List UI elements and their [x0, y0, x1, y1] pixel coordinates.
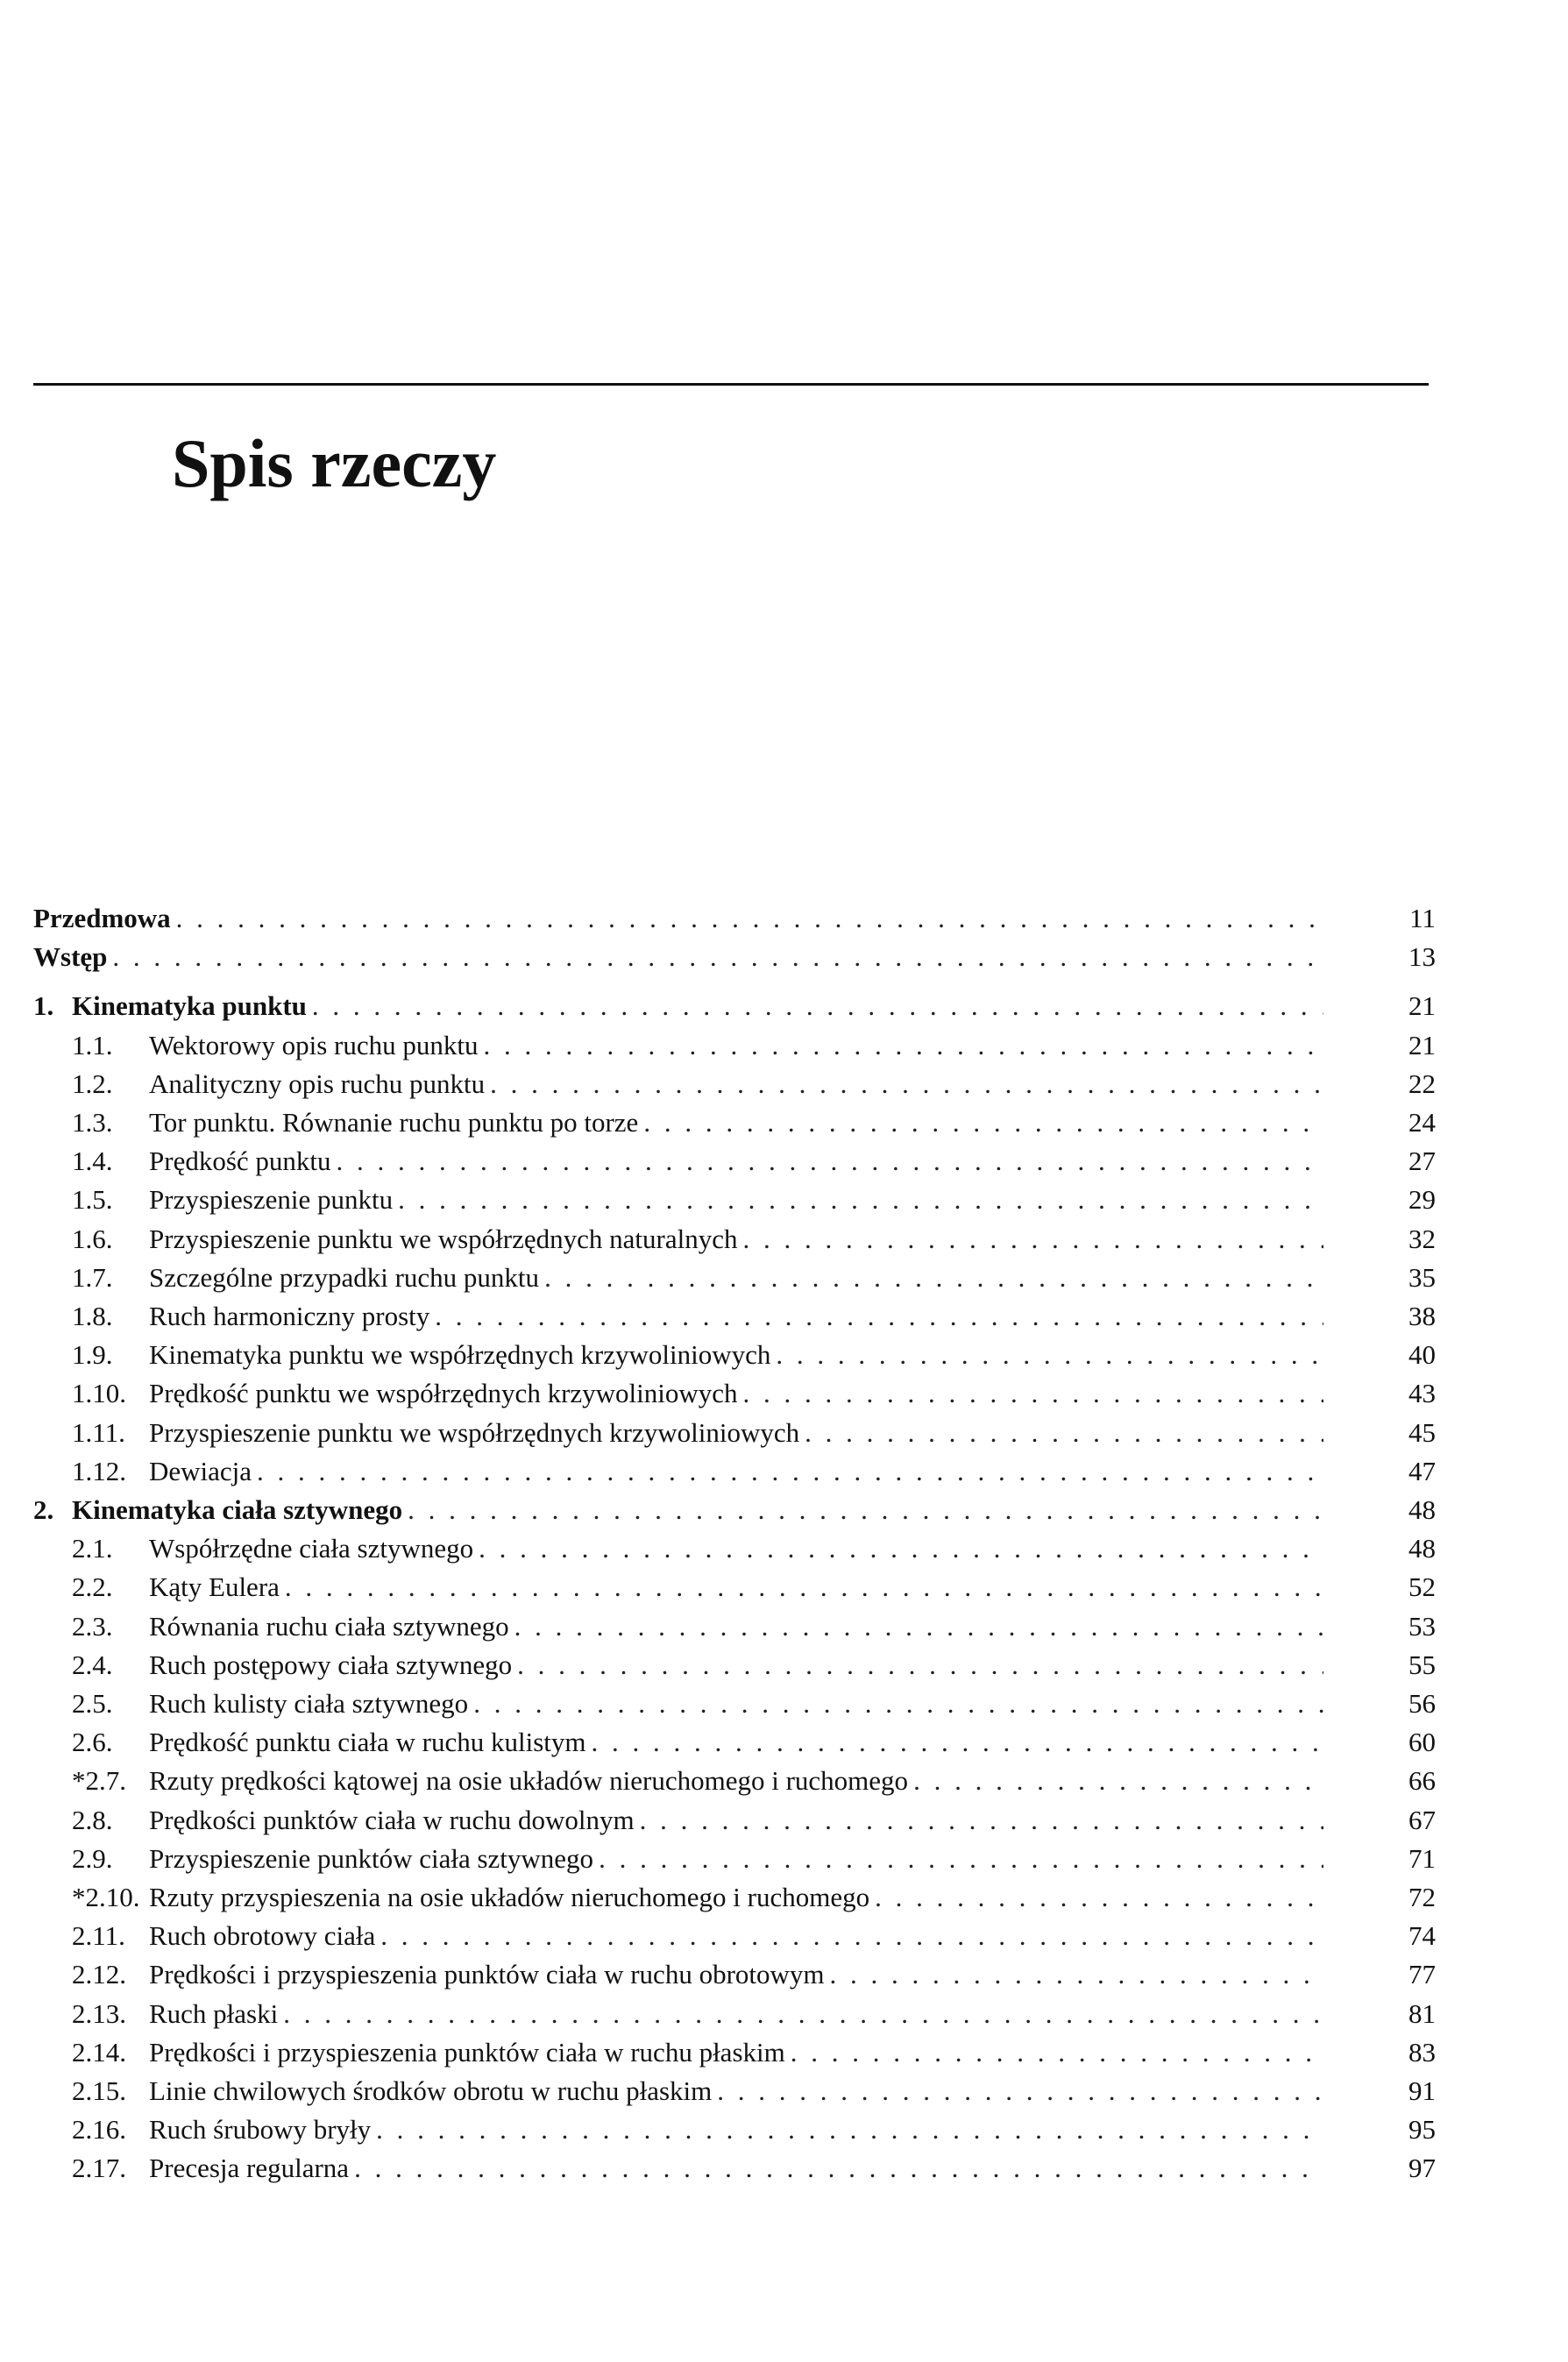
dot-leader — [717, 2072, 1323, 2110]
toc-chapter-row — [33, 1491, 1436, 1529]
dot-leader — [743, 1374, 1323, 1413]
toc-section-row — [33, 1801, 1436, 1840]
toc-page-number: 52 — [1408, 1571, 1436, 1602]
toc-entry-title-with-leader — [149, 1103, 1323, 1142]
toc-entry-title-with-leader — [149, 1878, 1323, 1917]
toc-entry-number: 2.6. — [72, 1727, 113, 1757]
toc-entry-number: 2.8. — [72, 1805, 113, 1835]
toc-entry-title: Kinematyka punktu — [72, 990, 307, 1021]
toc-entry-number: 1.7. — [72, 1262, 113, 1293]
toc-entry-title: Prędkości i przyspieszenia punktów ciała w ruchu obrotowym — [149, 1959, 825, 1990]
toc-page-number: 22 — [1408, 1068, 1436, 1099]
toc-page-number: 97 — [1408, 2153, 1436, 2183]
toc-page-number: 29 — [1408, 1184, 1436, 1215]
toc-entry-title: Prędkość punktu — [149, 1146, 331, 1176]
toc-entry-title-with-leader — [149, 1142, 1323, 1181]
toc-entry-title: Tor punktu. Równanie ruchu punktu po torze — [149, 1107, 639, 1138]
toc-entry-title-with-leader — [149, 1374, 1323, 1413]
toc-entry-title-with-leader — [149, 1297, 1323, 1336]
page-title: Spis rzeczy — [172, 425, 497, 501]
dot-leader — [285, 1568, 1323, 1607]
toc-section-row — [33, 1374, 1436, 1413]
toc-section-row — [33, 1026, 1436, 1065]
toc-entry-number: 1.8. — [72, 1301, 113, 1331]
toc-section-row — [33, 1685, 1436, 1723]
dot-leader — [592, 1723, 1324, 1762]
toc-entry-number: 1.12. — [72, 1456, 126, 1486]
header-rule — [33, 383, 1429, 386]
toc-page-number: 40 — [1408, 1339, 1436, 1370]
toc-section-row — [33, 1065, 1436, 1103]
dot-leader — [408, 1491, 1323, 1529]
toc-section-row — [33, 1529, 1436, 1568]
toc-entry-title: Prędkości i przyspieszenia punktów ciała w ruchu płaskim — [149, 2037, 785, 2068]
toc-section-row — [33, 1142, 1436, 1181]
toc-entry-title: Prędkości punktów ciała w ruchu dowolnym — [149, 1805, 635, 1835]
toc-entry-number: 1.11. — [72, 1417, 125, 1448]
toc-section-row — [33, 1723, 1436, 1762]
toc-entry-title: Analityczny opis ruchu punktu — [149, 1068, 486, 1099]
toc-section-row — [33, 1414, 1436, 1452]
toc-page-number: 74 — [1408, 1920, 1436, 1951]
toc-entry-title-with-leader — [149, 2033, 1323, 2072]
toc-entry-title-with-leader — [149, 1181, 1323, 1219]
dot-leader — [514, 1607, 1323, 1646]
toc-entry-number: *2.7. — [72, 1765, 126, 1796]
toc-entry-number: 2.3. — [72, 1611, 113, 1642]
toc-entry-title-with-leader — [149, 1801, 1323, 1840]
toc-entry-title-with-leader — [149, 1723, 1323, 1762]
toc-section-row — [33, 1607, 1436, 1646]
dot-leader — [337, 1142, 1323, 1181]
toc-page-number: 56 — [1408, 1688, 1436, 1719]
toc-entry-number: 2. — [33, 1494, 54, 1525]
toc-entry-title: Równania ruchu ciała sztywnego — [149, 1611, 509, 1642]
toc-entry-number: 1.9. — [72, 1339, 113, 1370]
toc-entry-title: Przyspieszenie punktów ciała sztywnego — [149, 1843, 594, 1874]
toc-section-row — [33, 1878, 1436, 1917]
toc-page-number: 43 — [1408, 1378, 1436, 1408]
toc-page-number: 35 — [1408, 1262, 1436, 1293]
toc-section-row — [33, 1452, 1436, 1491]
toc-entry-title: Precesja regularna — [149, 2153, 350, 2183]
dot-leader — [791, 2033, 1323, 2072]
toc-entry-title-with-leader — [149, 1995, 1323, 2033]
dot-leader — [473, 1685, 1323, 1723]
dot-leader — [176, 899, 1323, 938]
dot-leader — [875, 1878, 1323, 1917]
toc-entry-number: 2.9. — [72, 1843, 113, 1874]
dot-leader — [805, 1414, 1323, 1452]
toc-entry-title: Przyspieszenie punktu — [149, 1184, 394, 1215]
toc-chapter-row — [33, 987, 1436, 1025]
toc-section-row — [33, 1220, 1436, 1259]
toc-entry-title: Kinematyka ciała sztywnego — [72, 1494, 403, 1525]
toc-entry-title: Ruch harmoniczny prosty — [149, 1301, 430, 1331]
dot-leader — [544, 1259, 1323, 1297]
dot-leader — [643, 1103, 1323, 1142]
toc-page-number: 48 — [1408, 1533, 1436, 1564]
toc-section-row — [33, 1995, 1436, 2033]
dot-leader — [830, 1955, 1323, 1994]
toc-page-number: 27 — [1408, 1146, 1436, 1176]
toc-section-row — [33, 1568, 1436, 1607]
toc-entry-title: Współrzędne ciała sztywnego — [149, 1533, 474, 1564]
toc-entry-title: Wektorowy opis ruchu punktu — [149, 1030, 479, 1060]
toc-page-number: 83 — [1408, 2037, 1436, 2068]
toc-page-number: 60 — [1408, 1727, 1436, 1757]
toc-section-row — [33, 1762, 1436, 1800]
toc-page-number: 72 — [1408, 1882, 1436, 1912]
toc-page-number: 53 — [1408, 1611, 1436, 1642]
toc-section-row — [33, 1103, 1436, 1142]
dot-leader — [354, 2149, 1323, 2188]
toc-entry-title-with-leader — [149, 1762, 1323, 1800]
toc-entry-title-with-leader — [72, 987, 1323, 1025]
toc-page-number: 32 — [1408, 1224, 1436, 1254]
dot-leader — [776, 1336, 1323, 1374]
toc-entry-title-with-leader — [149, 1452, 1323, 1491]
toc-entry-title-with-leader — [149, 1955, 1323, 1994]
toc-entry-number: 1.3. — [72, 1107, 113, 1138]
toc-entry-title: Linie chwilowych środków obrotu w ruchu płaskim — [149, 2075, 713, 2106]
toc-page-number: 21 — [1408, 990, 1436, 1021]
dot-leader — [376, 2110, 1323, 2149]
toc-entry-title: Ruch płaski — [149, 1998, 279, 2029]
toc-page-number: 21 — [1408, 1030, 1436, 1060]
toc-entry-title-with-leader — [149, 1026, 1323, 1065]
toc-entry-title-with-leader — [149, 2072, 1323, 2110]
toc-entry-number: 2.1. — [72, 1533, 113, 1564]
toc-entry-number: 2.13. — [72, 1998, 126, 2029]
dot-leader — [490, 1065, 1323, 1103]
dot-leader — [257, 1452, 1323, 1491]
toc-chapter-row — [33, 938, 1436, 976]
toc-section-row — [33, 1955, 1436, 1994]
dot-leader — [640, 1801, 1323, 1840]
toc-entry-number: 1.5. — [72, 1184, 113, 1215]
toc-page-number: 13 — [1408, 941, 1436, 972]
toc-page-number: 81 — [1408, 1998, 1436, 2029]
toc-entry-title-with-leader — [149, 1220, 1323, 1259]
toc-entry-title-with-leader — [149, 1529, 1323, 1568]
toc-entry-title: Dewiacja — [149, 1456, 252, 1486]
toc-page-number: 95 — [1408, 2114, 1436, 2145]
toc-section-row — [33, 1840, 1436, 1878]
toc-entry-number: 2.2. — [72, 1571, 113, 1602]
toc-entry-title: Prędkość punktu ciała w ruchu kulistym — [149, 1727, 586, 1757]
toc-entry-title-with-leader — [149, 1568, 1323, 1607]
toc-entry-title: Rzuty prędkości kątowej na osie układów nieruchomego i ruchomego — [149, 1765, 909, 1796]
toc-entry-title-with-leader — [149, 1414, 1323, 1452]
toc-entry-title-with-leader — [149, 1685, 1323, 1723]
toc-section-row — [33, 1646, 1436, 1685]
toc-entry-number: 1.6. — [72, 1224, 113, 1254]
toc-entry-number: 1.1. — [72, 1030, 113, 1060]
toc-section-row — [33, 2072, 1436, 2110]
toc-page-number: 11 — [1409, 903, 1436, 933]
toc-section-row — [33, 2110, 1436, 2149]
toc-entry-number: 2.11. — [72, 1920, 125, 1951]
dot-leader — [479, 1529, 1323, 1568]
toc-section-row — [33, 1917, 1436, 1955]
dot-leader — [112, 938, 1323, 976]
toc-section-row — [33, 1181, 1436, 1219]
toc-entry-number: 1.4. — [72, 1146, 113, 1176]
toc-entry-number: 2.4. — [72, 1649, 113, 1680]
toc-entry-number: 1.2. — [72, 1068, 113, 1099]
toc-entry-number: 2.12. — [72, 1959, 126, 1990]
toc-section-row — [33, 1259, 1436, 1297]
toc-entry-title-with-leader — [149, 1065, 1323, 1103]
toc-entry-number: 2.16. — [72, 2114, 126, 2145]
toc-entry-title: Ruch śrubowy bryły — [149, 2114, 372, 2145]
toc-entry-title-with-leader — [149, 1917, 1323, 1955]
toc-entry-title: Ruch kulisty ciała sztywnego — [149, 1688, 469, 1719]
toc-section-row — [33, 1336, 1436, 1374]
toc-entry-number: 2.17. — [72, 2153, 126, 2183]
toc-entry-title: Prędkość punktu we współrzędnych krzywoliniowych — [149, 1378, 738, 1408]
toc-entry-title: Kąty Eulera — [149, 1571, 280, 1602]
toc-entry-title-with-leader — [33, 899, 1323, 938]
dot-leader — [283, 1995, 1323, 2033]
toc-entry-number: 1.10. — [72, 1378, 126, 1408]
dot-leader — [913, 1762, 1323, 1800]
dot-leader — [517, 1646, 1323, 1685]
toc-section-row — [33, 2149, 1436, 2188]
dot-leader — [742, 1220, 1323, 1259]
toc-entry-number: 2.14. — [72, 2037, 126, 2068]
toc-page-number: 47 — [1408, 1456, 1436, 1486]
toc-chapter-row — [33, 899, 1436, 938]
toc-entry-title-with-leader — [149, 1607, 1323, 1646]
toc-entry-number: 2.15. — [72, 2075, 126, 2106]
toc-entry-title: Wstęp — [33, 941, 108, 972]
toc-page-number: 66 — [1408, 1765, 1436, 1796]
toc-page-number: 24 — [1408, 1107, 1436, 1138]
toc-page-number: 38 — [1408, 1301, 1436, 1331]
toc-entry-title-with-leader — [149, 1840, 1323, 1878]
dot-leader — [599, 1840, 1323, 1878]
toc-entry-title-with-leader — [33, 938, 1323, 976]
toc-entry-title: Przedmowa — [33, 903, 171, 933]
toc-page-number: 45 — [1408, 1417, 1436, 1448]
toc-page-number: 67 — [1408, 1805, 1436, 1835]
toc-page-number: 48 — [1408, 1494, 1436, 1525]
toc-entry-number: 1. — [33, 990, 54, 1021]
toc-entry-title-with-leader — [149, 1259, 1323, 1297]
dot-leader — [483, 1026, 1323, 1065]
toc-section-row — [33, 2033, 1436, 2072]
toc-entry-number: 2.5. — [72, 1688, 113, 1719]
toc-entry-title-with-leader — [149, 2149, 1323, 2188]
toc-entry-number: *2.10. — [72, 1882, 140, 1912]
toc-entry-title-with-leader — [149, 2110, 1323, 2149]
toc-entry-title: Przyspieszenie punktu we współrzędnych naturalnych — [149, 1224, 738, 1254]
dot-leader — [398, 1181, 1323, 1219]
dot-leader — [312, 987, 1323, 1025]
toc-entry-title-with-leader — [149, 1646, 1323, 1685]
toc-page-number: 77 — [1408, 1959, 1436, 1990]
toc-page-number: 71 — [1408, 1843, 1436, 1874]
toc-entry-title-with-leader — [72, 1491, 1323, 1529]
toc-page-number: 55 — [1408, 1649, 1436, 1680]
toc-entry-title: Przyspieszenie punktu we współrzędnych krzywoliniowych — [149, 1417, 800, 1448]
toc-entry-title: Ruch postępowy ciała sztywnego — [149, 1649, 513, 1680]
toc-page-number: 91 — [1408, 2075, 1436, 2106]
toc-entry-title: Kinematyka punktu we współrzędnych krzywoliniowych — [149, 1339, 771, 1370]
dot-leader — [380, 1917, 1323, 1955]
toc-entry-title: Rzuty przyspieszenia na osie układów nieruchomego i ruchomego — [149, 1882, 870, 1912]
toc-entry-title-with-leader — [149, 1336, 1323, 1374]
toc-entry-title: Szczególne przypadki ruchu punktu — [149, 1262, 540, 1293]
dot-leader — [435, 1297, 1323, 1336]
toc-entry-title: Ruch obrotowy ciała — [149, 1920, 376, 1951]
toc-section-row — [33, 1297, 1436, 1336]
